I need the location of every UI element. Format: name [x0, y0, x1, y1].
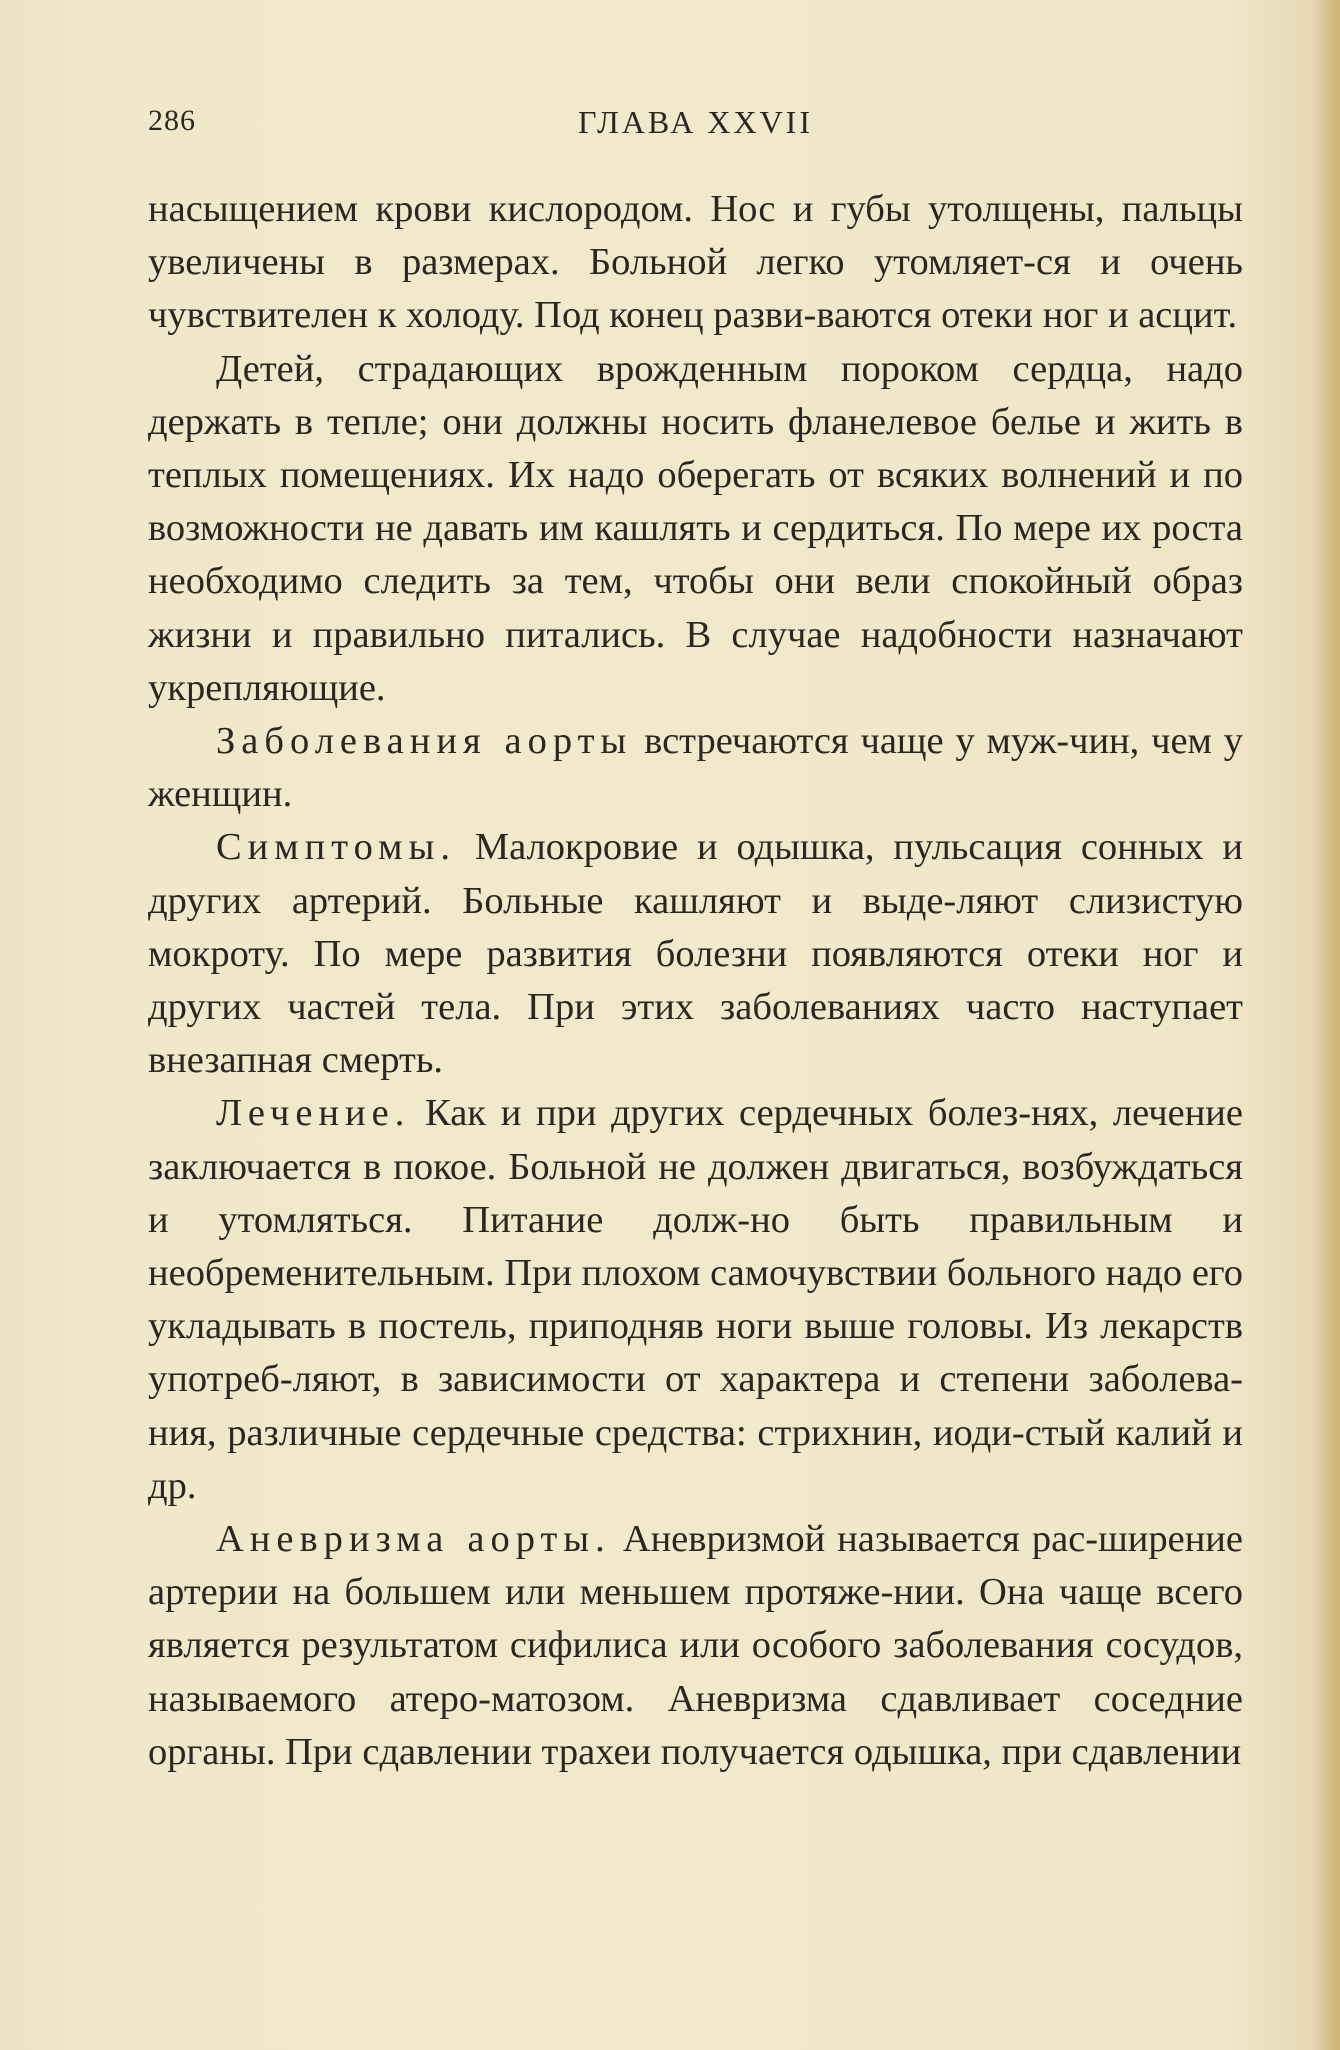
section-lead: Аневризма аорты.: [216, 1518, 611, 1561]
paragraph-children-care: [148, 343, 1243, 715]
paragraph-text: Как и при других сердечных болез-нях, лечение заключается в покое. Больной не должен двигаться, возбуждаться и утомляться. Питание долж-но быть правильным и необременительным. При плохом самочувствии больного надо его укладывать в постель, приподняв ноги выше головы. Из лекарств употреб-ляют, в зависимости от характера и степени заболева-ния, различные сердечные средства: стрихнин, иоди-стый калий и др.: [148, 1092, 1243, 1507]
paragraph-text: Малокровие и одышка, пульсация сонных и других артерий. Больные кашляют и выде-ляют слизистую мокроту. По мере развития болезни появляются отеки ног и других частей тела. При этих заболеваниях часто наступает внезапная смерть.: [148, 826, 1243, 1082]
paragraph-continuation: [148, 183, 1243, 343]
paragraph-text: насыщением крови кислородом. Нос и губы утолщены, пальцы увеличены в размерах. Больной легко утомляет-ся и очень чувствителен к холоду. Под конец разви-ваются отеки ног и асцит.: [148, 188, 1243, 337]
paragraph-text: Аневризмой называется рас-ширение артерии на большем или меньшем протяже-нии. Она чаще всего является результатом сифилиса или особого заболевания сосудов, называемого атеро-матозом. Аневризма сдавливает соседние органы. При сдавлении трахеи получается одышка, при сдавлении: [148, 1518, 1244, 1773]
body-text: [148, 183, 1243, 1779]
paragraph-aorta-diseases: [148, 715, 1243, 821]
paragraph-aneurysm: [148, 1513, 1243, 1779]
paragraph-text: встречаются чаще у муж-чин, чем у женщин.: [148, 720, 1243, 816]
page-number: 286: [148, 104, 196, 137]
paragraph-text: Детей, страдающих врожденным пороком сердца, надо держать в тепле; они должны носить фланелевое белье и жить в теплых помещениях. Их надо оберегать от всяких волнений и по возможности не давать им кашлять и сердиться. По мере их роста необходимо следить за тем, чтобы они вели спокойный образ жизни и правильно питались. В случае надобности назначают укрепляющие.: [148, 347, 1243, 709]
page-header: [148, 104, 1243, 154]
paragraph-symptoms: [148, 821, 1243, 1087]
chapter-title: ГЛАВА XXVII: [578, 104, 813, 140]
page-edge-shading: [1312, 0, 1340, 2050]
paragraph-treatment: [148, 1087, 1243, 1513]
section-lead: Симптомы.: [216, 826, 456, 869]
section-lead: Заболевания аорты: [216, 720, 633, 763]
section-lead: Лечение.: [216, 1092, 411, 1135]
